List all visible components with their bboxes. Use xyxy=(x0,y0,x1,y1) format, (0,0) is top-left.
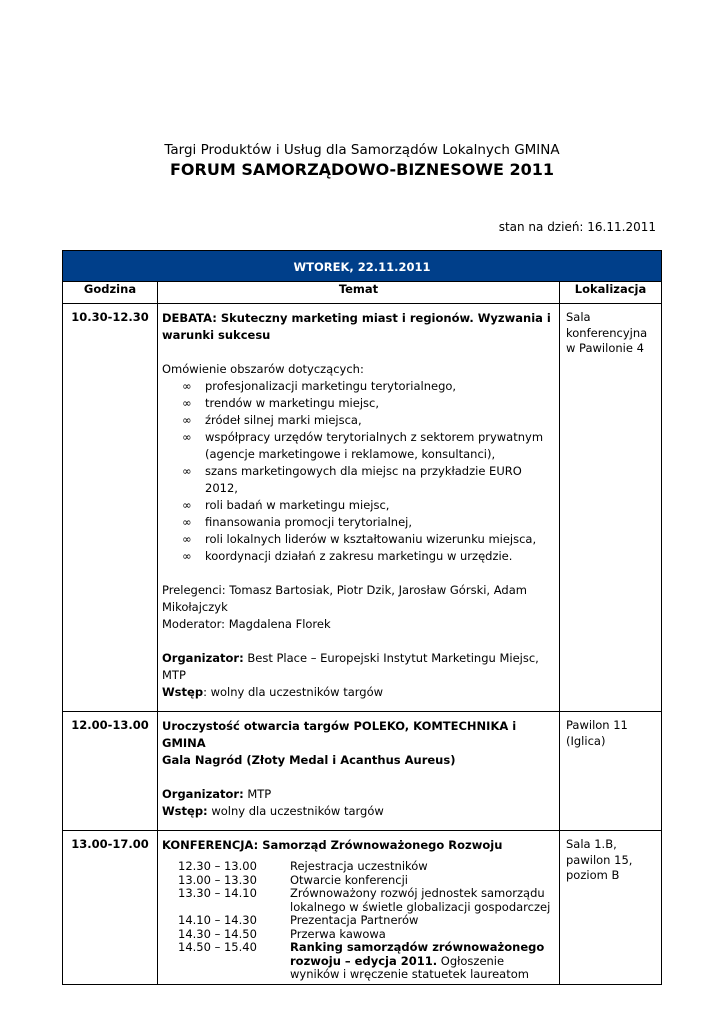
organizer xyxy=(162,786,553,803)
infinity-bullet-icon: ∞ xyxy=(182,413,192,427)
schedule-table xyxy=(62,250,662,985)
list-item xyxy=(162,429,553,463)
day-banner: WTOREK, 22.11.2011 xyxy=(63,251,662,282)
row-time: 12.00-13.00 xyxy=(63,712,158,831)
agenda-time: 14.50 – 15.40 xyxy=(178,940,257,954)
infinity-bullet-icon: ∞ xyxy=(182,464,192,478)
ranking-text: Ogłoszenie wyników i wręczenie statuetek laureatom xyxy=(290,953,529,981)
column-header-time: Godzina xyxy=(63,282,158,304)
status-date: stan na dzień: 16.11.2011 xyxy=(498,220,656,234)
topics-list xyxy=(162,378,553,565)
entry-value: wolny dla uczestników targów xyxy=(207,804,384,818)
ranking-title: Ranking samorządów zrównoważonego rozwoju – edycja 2011. xyxy=(290,940,545,968)
list-item-text: finansowania promocji terytorialnej, xyxy=(205,515,412,529)
list-item-text: profesjonalizacji marketingu terytorialnego, xyxy=(205,379,457,393)
debate-intro: Omówienie obszarów dotyczących: xyxy=(162,362,364,376)
row-location: Pawilon 11 (Iglica) xyxy=(560,712,662,831)
list-item-text: szans marketingowych dla miejsc na przykładzie EURO 2012, xyxy=(205,464,522,495)
row-topic xyxy=(158,712,560,831)
table-row xyxy=(63,304,662,712)
entry-label: Wstęp: xyxy=(162,804,208,818)
agenda-desc: Zrównoważony rozwój jednostek samorządu lokalnego w świetle globalizacji gospodarczej xyxy=(290,886,551,914)
speakers: Prelegenci: Tomasz Bartosiak, Piotr Dzik, Jarosław Górski, Adam Mikołajczyk xyxy=(162,583,527,614)
gala-title: Gala Nagród (Złoty Medal i Acanthus Aureus) xyxy=(162,753,456,767)
list-item xyxy=(162,514,553,531)
infinity-bullet-icon: ∞ xyxy=(182,430,192,444)
row-location: Sala 1.B, pawilon 15, poziom B xyxy=(560,831,662,985)
debate-title xyxy=(162,310,553,344)
table-row xyxy=(63,831,662,985)
debate-label: DEBATA: xyxy=(162,311,217,325)
entry-label: Wstęp xyxy=(162,685,204,699)
list-item-text: źródeł silnej marki miejsca, xyxy=(205,413,362,427)
entry-value: : wolny dla uczestników targów xyxy=(203,685,384,699)
row-location: Sala konferencyjna w Pawilonie 4 xyxy=(560,304,662,712)
list-item xyxy=(162,378,553,395)
column-header-location: Lokalizacja xyxy=(560,282,662,304)
list-item-text: trendów w marketingu miejsc, xyxy=(205,396,379,410)
agenda-time: 12.30 – 13.00 xyxy=(178,859,257,873)
list-item xyxy=(162,395,553,412)
agenda-desc: Otwarcie konferencji xyxy=(290,872,408,887)
organizer xyxy=(162,650,553,684)
agenda-item xyxy=(178,941,553,982)
document-subtitle: Targi Produktów i Usług dla Samorządów Lokalnych GMINA xyxy=(164,142,560,158)
conference-title: KONFERENCJA: Samorząd Zrównoważonego Rozwoju xyxy=(162,838,503,852)
entry xyxy=(162,684,553,701)
list-item-text: współpracy urzędów terytorialnych z sektorem prywatnym (agencje marketingowe i reklamowe, konsultanci), xyxy=(205,430,544,461)
infinity-bullet-icon: ∞ xyxy=(182,549,192,563)
agenda-desc: Przerwa kawowa xyxy=(290,926,386,941)
infinity-bullet-icon: ∞ xyxy=(182,532,192,546)
agenda-time: 14.10 – 14.30 xyxy=(178,913,257,927)
agenda-time: 14.30 – 14.50 xyxy=(178,926,257,941)
row-time: 10.30-12.30 xyxy=(63,304,158,712)
list-item xyxy=(162,531,553,548)
agenda-desc: Rejestracja uczestników xyxy=(290,859,428,873)
agenda-time: 13.00 – 13.30 xyxy=(178,872,257,887)
agenda-item xyxy=(178,874,553,888)
infinity-bullet-icon: ∞ xyxy=(182,379,192,393)
list-item-text: koordynacji działań z zakresu marketingu w urzędzie. xyxy=(205,549,513,563)
row-topic xyxy=(158,831,560,985)
agenda-item xyxy=(178,928,553,942)
list-item-text: roli badań w marketingu miejsc, xyxy=(205,498,390,512)
list-item xyxy=(162,497,553,514)
row-topic xyxy=(158,304,560,712)
document-title: FORUM SAMORZĄDOWO-BIZNESOWE 2011 xyxy=(169,160,554,179)
column-header-topic: Temat xyxy=(158,282,560,304)
list-item xyxy=(162,412,553,429)
organizer-value: Best Place – Europejski Instytut Marketingu Miejsc, MTP xyxy=(162,651,539,682)
row-time: 13.00-17.00 xyxy=(63,831,158,985)
agenda-desc: Prezentacja Partnerów xyxy=(290,913,419,927)
table-row xyxy=(63,712,662,831)
moderator: Moderator: Magdalena Florek xyxy=(162,617,331,631)
organizer-label: Organizator: xyxy=(162,787,244,801)
list-item xyxy=(162,463,553,497)
organizer-label: Organizator: xyxy=(162,651,244,665)
organizer-value: MTP xyxy=(243,787,272,801)
infinity-bullet-icon: ∞ xyxy=(182,498,192,512)
agenda-desc xyxy=(290,941,553,982)
ceremony-title: Uroczystość otwarcia targów POLEKO, KOMTECHNIKA i GMINA xyxy=(162,719,517,750)
agenda-time: 13.30 – 14.10 xyxy=(178,886,257,900)
list-item xyxy=(162,548,553,565)
agenda-item xyxy=(178,887,553,914)
infinity-bullet-icon: ∞ xyxy=(182,515,192,529)
agenda-list xyxy=(178,860,553,982)
agenda-item xyxy=(178,914,553,928)
list-item-text: roli lokalnych liderów w kształtowaniu wizerunku miejsca, xyxy=(205,532,537,546)
entry xyxy=(162,803,553,820)
infinity-bullet-icon: ∞ xyxy=(182,396,192,410)
agenda-item xyxy=(178,860,553,874)
debate-text: Skuteczny marketing miast i regionów. Wyzwania i warunki sukcesu xyxy=(162,311,551,342)
